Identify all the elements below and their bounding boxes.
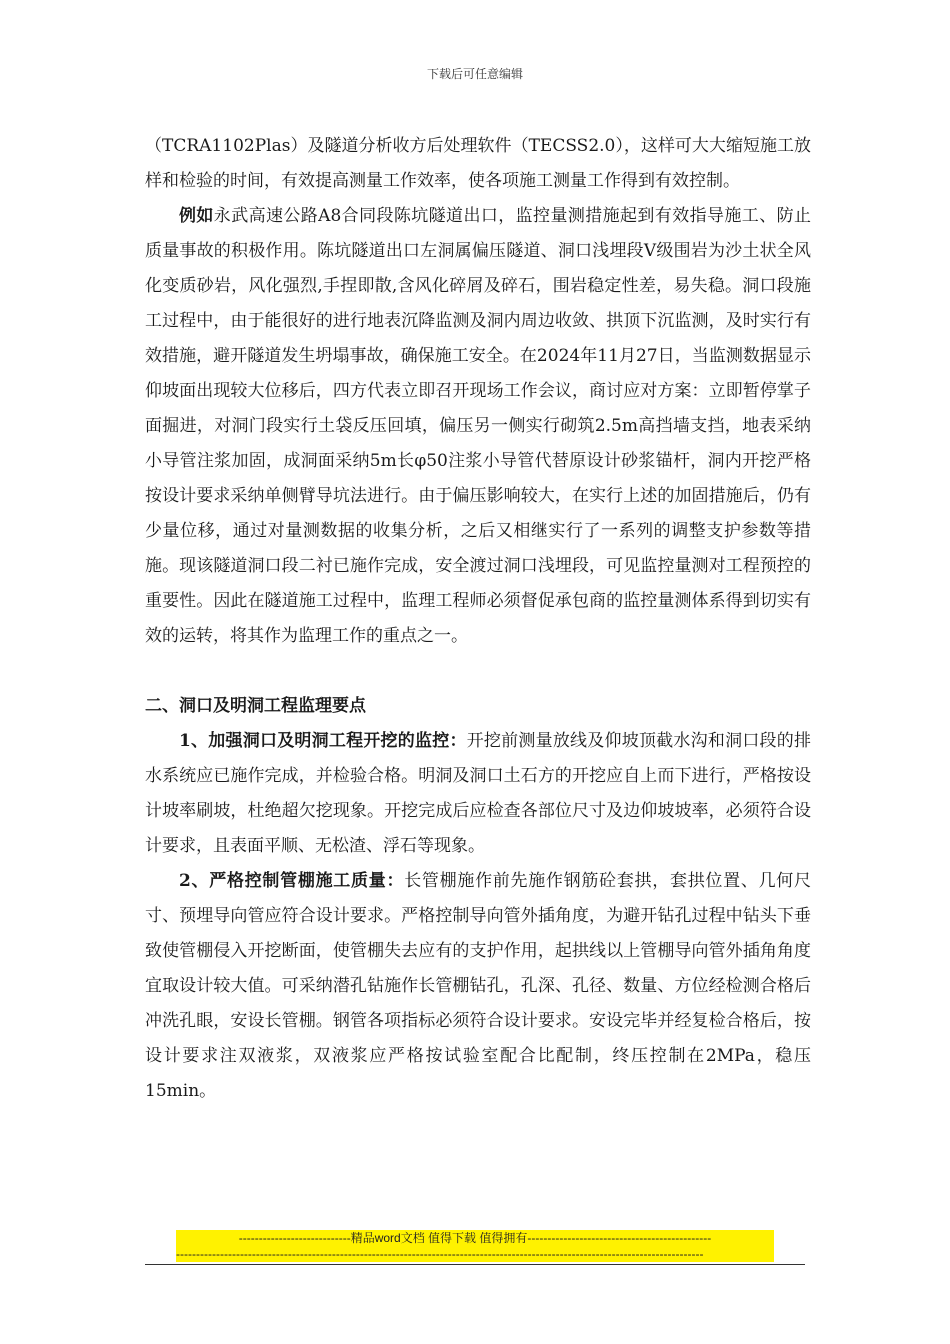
page-header: 下载后可任意编辑 bbox=[426, 67, 523, 81]
item-2-lead: 2、严格控制管棚施工质量： bbox=[179, 871, 405, 891]
item-2-text: 长管棚施作前先施作钢筋砼套拱，套拱位置、几何尺寸、预埋导向管应符合设计要求。严格控制导向管外插角度，为避开钻孔过程中钻头下垂致使管棚侵入开挖断面，使管棚失去应有的支护作用，起拱线以上管棚导向管外插角角度宜取设计较大值。可采纳潜孔钻施作长管棚钻孔，孔深、孔径、数量、方位经检测合格后冲洗孔眼，安设长管棚。钢管各项指标必须符合设计要求。安设完毕并经复检合格后，按设计要求注双液浆，双液浆应严格按试验室配合比配制，终压控制在2MPa，稳压15min。 bbox=[145, 871, 812, 1101]
section-heading bbox=[145, 689, 811, 724]
paragraph-example bbox=[145, 199, 811, 654]
document-body bbox=[145, 129, 811, 1109]
paragraph-continuation: （TCRA1102Plas）及隧道分析收方后处理软件（TECSS2.0），这样可大大缩短施工放样和检验的时间，有效提高测量工作效率，使各项施工测量工作得到有效控制。 bbox=[145, 136, 811, 191]
paragraph-item-2 bbox=[145, 864, 811, 1109]
paragraph-text: 永武高速公路A8合同段陈坑隧道出口，监控量测措施起到有效指导施工、防止质量事故的积极作用。陈坑隧道出口左洞属偏压隧道、洞口浅埋段V级围岩为沙土状全风化变质砂岩，风化强烈,手捏即散,含风化碎屑及碎石，围岩稳定性差，易失稳。洞口段施工过程中，由于能很好的进行地表沉降监测及洞内周边收敛、拱顶下沉监测，及时实行有效措施，避开隧道发生坍塌事故，确保施工安全。在2024年11月27日，当监测数据显示仰坡面出现较大位移后，四方代表立即召开现场工作会议，商讨应对方案：立即暂停掌子面掘进，对洞门段实行土袋反压回填，偏压另一侧实行砌筑2.5m高挡墙支挡，地表采纳小导管注浆加固，成洞面采纳5m长φ50注浆小导管代替原设计砂浆锚杆，洞内开挖严格按设计要求采纳单侧臂导坑法进行。由于偏压影响较大，在实行上述的加固措施后，仍有少量位移，通过对量测数据的收集分析，之后又相继实行了一系列的调整支护参数等措施。现该隧道洞口段二衬已施作完成，安全渡过洞口浅埋段，可见监控量测对工程预控的重要性。因此在隧道施工过程中，监理工程师必须督促承包商的监控量测体系得到切实有效的运转，将其作为监理工作的重点之一。 bbox=[145, 206, 811, 646]
item-1-text: 开挖前测量放线及仰坡顶截水沟和洞口段的排水系统应已施作完成，并检验合格。明洞及洞口土石方的开挖应自上而下进行，严格按设计坡率刷坡，杜绝超欠挖现象。开挖完成后应检查各部位尺寸及边仰坡坡率，必须符合设计要求，且表面平顺、无松渣、浮石等现象。 bbox=[145, 731, 811, 856]
item-1-lead: 1、加强洞口及明洞工程开挖的监控： bbox=[179, 731, 467, 751]
footer-divider bbox=[145, 1264, 805, 1265]
paragraph-item-1 bbox=[145, 724, 811, 864]
section-heading-text: 二、洞口及明洞工程监理要点 bbox=[145, 696, 366, 716]
paragraph-lead: 例如 bbox=[179, 206, 214, 226]
footer-banner-line-2: ------------------------------------------------------------------------------------------------------------------------------------ bbox=[176, 1246, 774, 1262]
footer-banner-line-1: ----------------------------精品word文档 值得下载 值得拥有---------------------------------------------- bbox=[176, 1230, 774, 1246]
